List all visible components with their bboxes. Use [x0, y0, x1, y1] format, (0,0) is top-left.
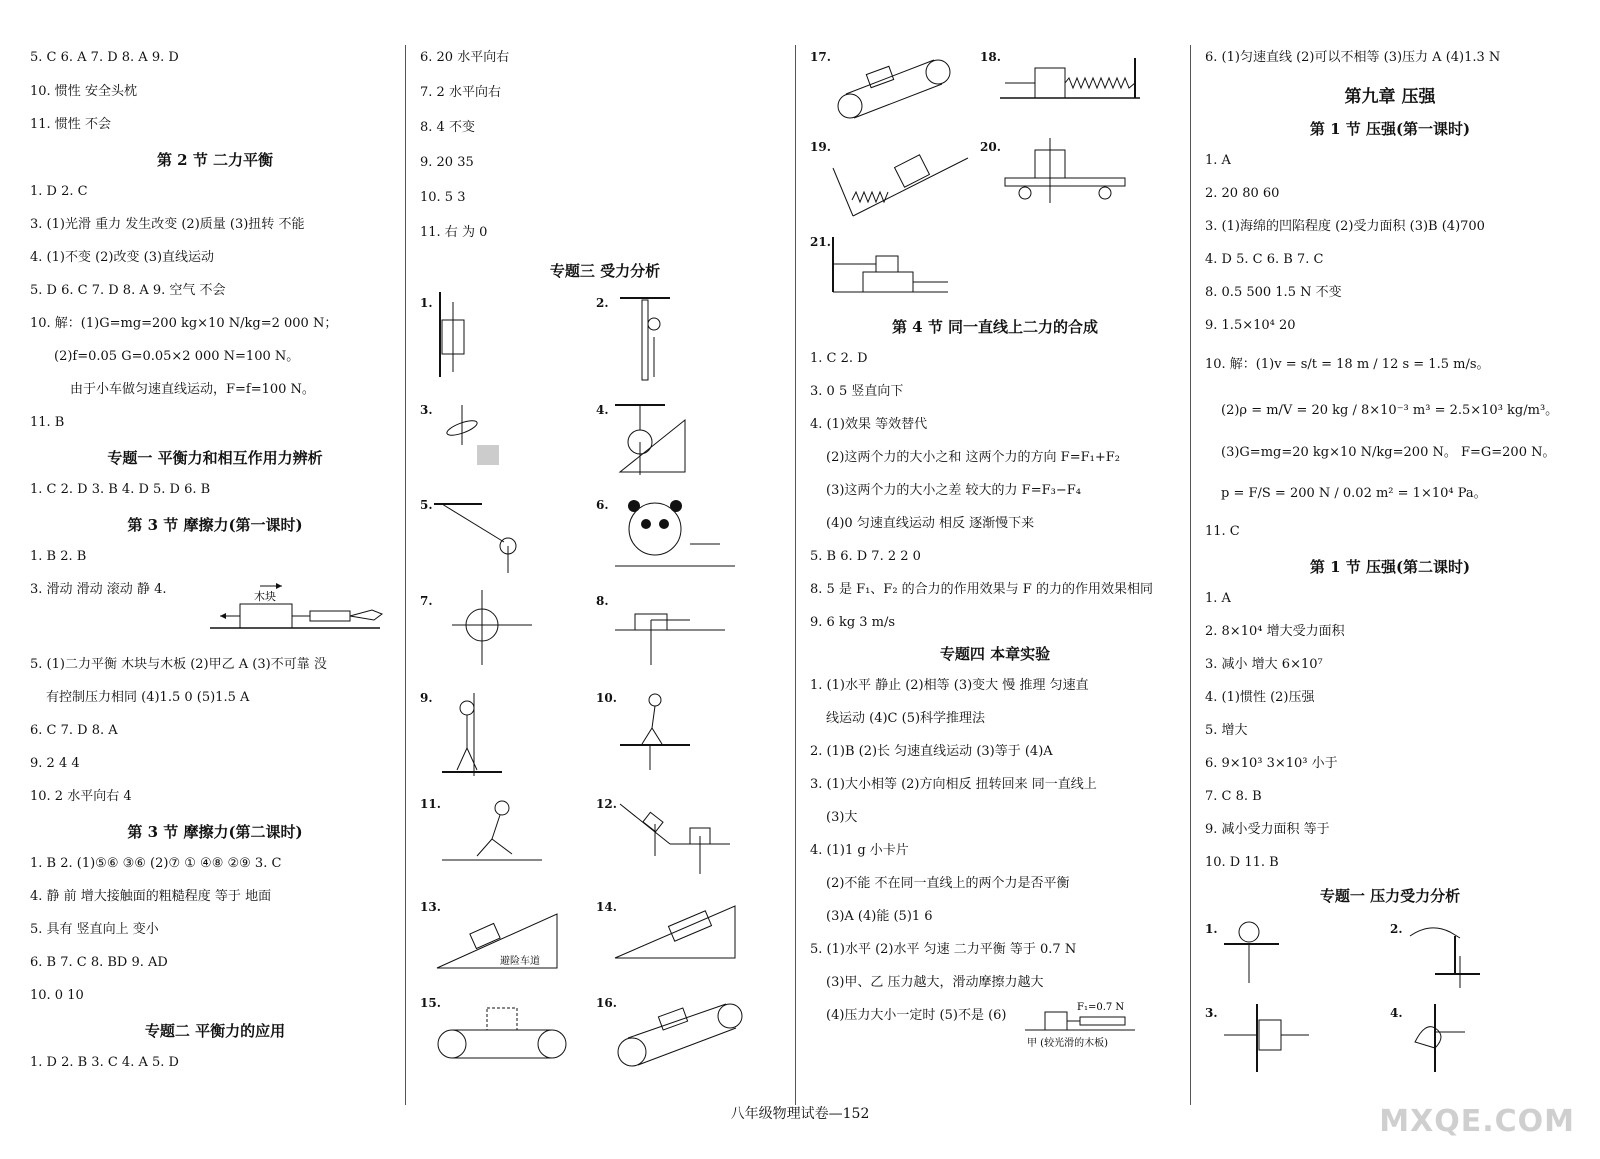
force-diagram-6-panda: [610, 494, 740, 576]
answer-line: 1. C 2. D: [810, 351, 868, 366]
figure-number: 11.: [420, 797, 441, 811]
column-2: [420, 0, 790, 1120]
figure-number: 7.: [420, 594, 433, 608]
section-heading: 专题一 压力受力分析: [1319, 887, 1461, 905]
answer-line: 4. (1)不变 (2)改变 (3)直线运动: [30, 250, 215, 265]
column-1: [30, 0, 400, 1120]
section-heading: 专题一 平衡力和相互作用力辨析: [107, 449, 323, 467]
figure-number: 2.: [1390, 922, 1403, 936]
section-heading: 第 3 节 摩擦力(第一课时): [127, 516, 303, 534]
answer-line: 11. B: [30, 415, 65, 430]
answer-line: 1. (1)水平 静止 (2)相等 (3)变大 慢 推理 匀速直: [810, 678, 1089, 693]
force-diagram-20-cart: [995, 138, 1145, 208]
figure-number: 16.: [596, 996, 617, 1010]
answer-line: 5. 增大: [1205, 723, 1248, 738]
answer-line: 9. 6 kg 3 m/s: [810, 615, 896, 630]
answer-line: 4. (1)1 g 小卡片: [810, 843, 909, 858]
chapter-heading: 第九章 压强: [1344, 87, 1436, 107]
force-diagram-15-conveyor: [432, 992, 572, 1072]
force-diagram-10-walker: [610, 688, 700, 778]
answer-line: p = F/S = 200 N / 0.02 m² = 1×10⁴ Pa。: [1221, 486, 1487, 501]
answer-line: 3. (1)海绵的凹陷程度 (2)受力面积 (3)B (4)700: [1205, 219, 1485, 234]
answer-line: 9. 1.5×10⁴ 20: [1205, 318, 1296, 333]
figure-number: 12.: [596, 797, 617, 811]
column-divider: [405, 45, 406, 1105]
answer-line: (3)甲、乙 压力越大，滑动摩擦力越大: [826, 975, 1044, 990]
answer-line: 9. 减小受力面积 等于: [1205, 822, 1330, 837]
answer-line: (3)A (4)能 (5)1 6: [826, 909, 933, 924]
answer-line: 8. 4 不变: [420, 120, 475, 135]
pressure-diagram-1: [1219, 918, 1299, 993]
force-diagram-11-runner: [432, 794, 552, 874]
figure-number: 2.: [596, 296, 609, 310]
answer-line: (3)这两个力的大小之差 较大的力 F=F₃−F₄: [826, 483, 1081, 498]
answer-line: 5. B 6. D 7. 2 2 0: [810, 549, 921, 564]
answer-line: (4)0 匀速直线运动 相反 逐渐慢下来: [826, 516, 1035, 531]
answer-line: (3)G=mg=20 kg×10 N/kg=200 N。 F=G=200 N。: [1221, 445, 1556, 460]
column-divider: [795, 45, 796, 1105]
figure-number: 19.: [810, 140, 831, 154]
pressure-diagram-3: [1219, 1002, 1319, 1077]
answer-line: 2. (1)B (2)长 匀速直线运动 (3)等于 (4)A: [810, 744, 1053, 759]
answer-line: 2. 20 80 60: [1205, 186, 1280, 201]
section-heading: 第 3 节 摩擦力(第二课时): [127, 823, 303, 841]
figure-number: 15.: [420, 996, 441, 1010]
answer-line: 9. 20 35: [420, 155, 474, 170]
section-heading: 专题三 受力分析: [549, 262, 661, 280]
answer-line: 1. A: [1205, 591, 1231, 606]
section-heading: 第 2 节 二力平衡: [156, 151, 274, 169]
answer-line: 7. 2 水平向右: [420, 85, 501, 100]
column-3: [810, 0, 1180, 1120]
answer-line: 10. 5 3: [420, 190, 466, 205]
answer-line: 3. 0 5 竖直向下: [810, 384, 904, 399]
answer-line: (2)f=0.05 G=0.05×2 000 N=100 N。: [54, 349, 300, 364]
force-diagram-2: [610, 292, 690, 387]
figure-number: 1.: [1205, 922, 1218, 936]
answer-line: 5. C 6. A 7. D 8. A 9. D: [30, 50, 179, 65]
force-diagram-14: [610, 896, 740, 976]
answer-line: (4)压力大小一定时 (5)不是 (6): [826, 1008, 1007, 1023]
answer-line: 11. 右 为 0: [420, 225, 488, 240]
answer-line: 1. C 2. D 3. B 4. D 5. D 6. B: [30, 482, 211, 497]
answer-line: 5. (1)二力平衡 木块与木板 (2)甲乙 A (3)不可靠 没: [30, 657, 327, 672]
pressure-diagram-2: [1405, 916, 1495, 991]
answer-line: 10. 0 10: [30, 988, 84, 1003]
answer-line: 10. D 11. B: [1205, 855, 1279, 870]
answer-line: 1. D 2. B 3. C 4. A 5. D: [30, 1055, 179, 1070]
answer-line: 3. 滑动 滑动 滚动 静 4.: [30, 582, 167, 597]
figure-number: 8.: [596, 594, 609, 608]
answer-line: 6. B 7. C 8. BD 9. AD: [30, 955, 168, 970]
answer-line: 10. 解：(1)v = s/t = 18 m / 12 s = 1.5 m/s。: [1205, 357, 1490, 372]
force-diagram-13-ramp: [432, 896, 562, 976]
answer-line: 5. (1)水平 (2)水平 匀速 二力平衡 等于 0.7 N: [810, 942, 1077, 957]
force-diagram-1: [432, 292, 512, 382]
answer-line: 线运动 (4)C (5)科学推理法: [826, 711, 986, 726]
force-diagram-9-person: [432, 688, 522, 778]
answer-line: 4. 静 前 增大接触面的粗糙程度 等于 地面: [30, 889, 272, 904]
answer-line: (2)这两个力的大小之和 这两个力的方向 F=F₁+F₂: [826, 450, 1120, 465]
answer-line: 1. B 2. (1)⑤⑥ ③⑥ (2)⑦ ① ④⑧ ②⑨ 3. C: [30, 856, 282, 871]
answer-line: 3. (1)大小相等 (2)方向相反 扭转回来 同一直线上: [810, 777, 1097, 792]
force-diagram-16-conveyor: [610, 992, 750, 1072]
figure-number: 9.: [420, 691, 433, 705]
figure-number: 14.: [596, 900, 617, 914]
answer-line: 6. (1)匀速直线 (2)可以不相等 (3)压力 A (4)1.3 N: [1205, 50, 1501, 65]
figure-number: 17.: [810, 50, 831, 64]
answer-line: 5. D 6. C 7. D 8. A 9. 空气 不会: [30, 283, 226, 298]
answer-line: 3. (1)光滑 重力 发生改变 (2)质量 (3)扭转 不能: [30, 217, 305, 232]
force-diagram-19: [828, 138, 978, 218]
answer-line: 9. 2 4 4: [30, 756, 80, 771]
pressure-diagram-4: [1405, 1002, 1495, 1077]
figure-number: 21.: [810, 235, 831, 249]
section-heading: 第 4 节 同一直线上二力的合成: [891, 318, 1099, 336]
answer-line: 由于小车做匀速直线运动，F=f=100 N。: [70, 382, 315, 397]
answer-line: 6. C 7. D 8. A: [30, 723, 118, 738]
column-4: [1205, 0, 1575, 1120]
answer-line: 有控制压力相同 (4)1.5 0 (5)1.5 A: [46, 690, 250, 705]
force-diagram-8: [610, 590, 730, 670]
figure-caption: 甲 (较光滑的木板): [1027, 1038, 1108, 1049]
figure-number: 13.: [420, 900, 441, 914]
figure-number: 6.: [596, 498, 609, 512]
column-divider: [1190, 45, 1191, 1105]
figure-number: 3.: [420, 403, 433, 417]
section-heading: 第 1 节 压强(第二课时): [1309, 558, 1471, 576]
block-label: 木块: [254, 590, 276, 603]
page-footer: 八年级物理试卷—152: [730, 1106, 870, 1122]
force-diagram-5: [432, 498, 532, 578]
answer-line: 1. B 2. B: [30, 549, 87, 564]
figure-number: 1.: [420, 296, 433, 310]
answer-line: 10. 解：(1)G=mg=200 kg×10 N/kg=2 000 N；: [30, 316, 338, 331]
force-diagram-3: [432, 400, 512, 475]
answer-line: 3. 减小 增大 6×10⁷: [1205, 657, 1323, 672]
watermark-logo: MXQE.COM: [1379, 1104, 1575, 1139]
figure-number: 4.: [596, 403, 609, 417]
answer-line: 11. C: [1205, 524, 1240, 539]
force-diagram-18-spring: [995, 48, 1145, 108]
ramp-label: 避险车道: [500, 956, 540, 967]
spring-scale-figure: [1025, 998, 1175, 1068]
force-diagram-21: [828, 232, 968, 297]
force-diagram-7-ball: [432, 590, 542, 670]
figure-number: 18.: [980, 50, 1001, 64]
figure-number: 3.: [1205, 1006, 1218, 1020]
section-heading: 第 1 节 压强(第一课时): [1309, 120, 1471, 138]
answer-line: 6. 9×10³ 3×10³ 小于: [1205, 756, 1338, 771]
answer-line: 8. 0.5 500 1.5 N 不变: [1205, 285, 1342, 300]
answer-line: 4. (1)惯性 (2)压强: [1205, 690, 1315, 705]
section-heading: 专题二 平衡力的应用: [144, 1022, 286, 1040]
figure-number: 4.: [1390, 1006, 1403, 1020]
answer-line: 1. A: [1205, 153, 1231, 168]
figure-number: 20.: [980, 140, 1001, 154]
force-diagram-17: [828, 48, 968, 128]
answer-line: 4. (1)效果 等效替代: [810, 417, 928, 432]
answer-line: 7. C 8. B: [1205, 789, 1262, 804]
answer-line: 2. 8×10⁴ 增大受力面积: [1205, 624, 1345, 639]
figure-number: 5.: [420, 498, 433, 512]
answer-line: (2)不能 不在同一直线上的两个力是否平衡: [826, 876, 1070, 891]
answer-line: 11. 惯性 不会: [30, 117, 111, 132]
force-diagram-4: [610, 400, 700, 480]
answer-line: 1. D 2. C: [30, 184, 88, 199]
section-heading: 专题四 本章实验: [939, 645, 1051, 663]
answer-line: 6. 20 水平向右: [420, 50, 510, 65]
answer-line: 5. 具有 竖直向上 变小: [30, 922, 159, 937]
answer-line: 10. 2 水平向右 4: [30, 789, 132, 804]
answer-line: 4. D 5. C 6. B 7. C: [1205, 252, 1324, 267]
answer-line: (3)大: [826, 810, 858, 825]
figure-number: 10.: [596, 691, 617, 705]
answer-line: 8. 5 是 F₁、F₂ 的合力的作用效果与 F 的力的作用效果相同: [810, 582, 1153, 597]
friction-block-figure: [210, 578, 400, 634]
force-diagram-12: [610, 794, 740, 884]
force-label: F₁=0.7 N: [1077, 1002, 1125, 1013]
answer-line: (2)ρ = m/V = 20 kg / 8×10⁻³ m³ = 2.5×10³ kg/m³。: [1221, 403, 1559, 418]
answer-line: 10. 惯性 安全头枕: [30, 84, 137, 99]
